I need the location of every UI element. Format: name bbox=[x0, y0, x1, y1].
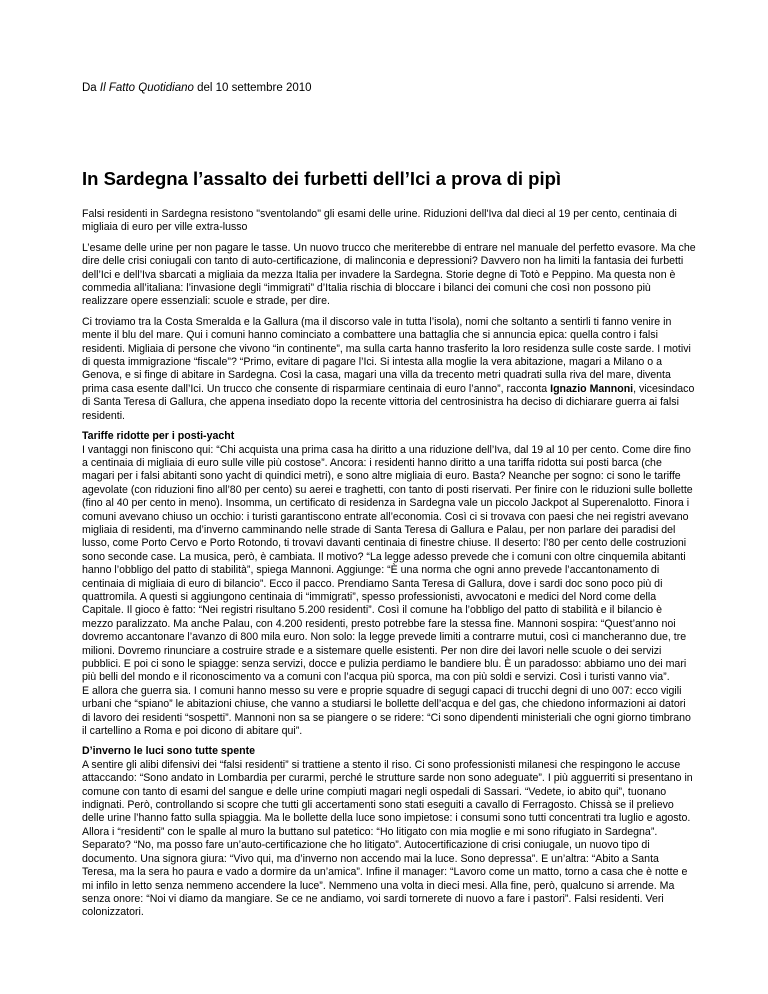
article-subheadline: Falsi residenti in Sardegna resistono "sventolando" gli esami delle urine. Riduzioni dell'Iva dal dieci al 19 per cento, centinaia di migliaia di euro per ville extra-lusso bbox=[82, 208, 677, 234]
paragraph-text: E allora che guerra sia. I comuni hanno messo su vere e proprie squadre di segugi capaci di trucchi degni di uno 007: ecco vigili urbani che “spiano” le abitazioni chiuse, che vanno a studiarsi le bollette dell’acqua e del gas, che chiedono informazioni ai datori di lavoro dei residenti “sospetti”. Mannoni non sa se piangere o se ridere: “Ci sono dipendenti ministeriali che ogni giorno timbrano il cartellino a Roma e poi dicono di abitare qui”. bbox=[82, 684, 691, 738]
paragraph-text: Ci troviamo tra la Costa Smeralda e la Gallura (ma il discorso vale in tutta l’isola), nomi che soltanto a sentirli ti fanno venire in mente il blu del mare. Qui i comuni hanno cominciato a combattere una battaglia che si annuncia epica: quella contro i falsi residenti. Migliaia di persone che vivono “in continente”, ma sulla carta hanno trasferito la loro residenza sulle coste sarde. I motivi di questa immigrazione “fiscale”? “Primo, evitare di pagare l’Ici. Si intesta alla moglie la vera abitazione, magari a Milano o a Genova, e si finge di abitare in Sardegna. Così la casa, magari una villa da trecento metri quadrati sulla riva del mare, diventa prima casa esente dall’Ici. Un trucco che consente di risparmiare centinaia di euro l’anno”, racconta bbox=[82, 315, 691, 395]
paragraph-text: A sentire gli alibi difensivi dei “falsi residenti” si trattiene a stento il riso. Ci sono professionisti milanesi che respingono le accuse attaccando: “Sono andato in Lombardia per curarmi, perché le strutture sarde non sono adeguate”. I più agguerriti si presentano in comune con tanto di esami del sangue e delle urine compiuti magari negli ospedali di Sassari. “Vedete, io abito qui”, tuonano indignati. Però, controllando si scopre che tutti gli accertamenti sono stati eseguiti a cavallo di Ferragosto. Chissà se il prelievo delle urine l’hanno fatto sulla spiaggia. Ma le bollette della luce sono impietose: i consumi sono tutti concentrati tra luglio e agosto. bbox=[82, 758, 693, 825]
person-name: Ignazio Mannoni bbox=[550, 382, 634, 395]
paragraph-mannoni bbox=[82, 316, 696, 423]
article-body bbox=[82, 208, 696, 927]
article-headline: In Sardegna l’assalto dei furbetti dell’Ici a prova di pipì bbox=[82, 168, 562, 189]
section-heading-yacht: Tariffe ridotte per i posti-yacht bbox=[82, 430, 235, 443]
publication-name: Il Fatto Quotidiano bbox=[99, 82, 194, 94]
paragraph-text: , vicesindaco di Santa Teresa di Gallura, che appena insediato dopo la recente vittoria del centrosinistra ha deciso di dichiarare guerra ai falsi residenti. bbox=[82, 382, 695, 422]
source-line bbox=[82, 81, 312, 95]
section-paragraph bbox=[82, 444, 696, 739]
paragraph-text: Allora i “residenti” con le spalle al muro la buttano sul patetico: “Ho litigato con mia moglie e mi sono rifugiato in Sardegna”. Separato? “No, ma posso fare un’auto-certificazione che ho litigato”. Autocertificazione di crisi coniugale, un nuovo tipo di documento. Una signora giura: “Vivo qui, ma d’inverno non accendo mai la luce. Sono depressa”. E un’altra: “Abito a Santa Teresa, ma la sera ho paura e vado a dormire da un’amica”. Infine il manager: “Lavoro come un matto, torno a casa che è notte e mi infilo in letto senza nemmeno accendere la luce”. Nemmeno una volta in dieci mesi. Alla fine, però, qualcuno si arrende. Ma senza onore: “Noi vi diamo da mangiare. Se ce ne andiamo, voi sardi tornerete di nuovo a fare i pastori”. Falsi residenti. Veri colonizzatori. bbox=[82, 825, 688, 919]
paragraph-text: I vantaggi non finiscono qui: “Chi acquista una prima casa ha diritto a una riduzione dell’Iva, dal 19 al 10 per cento. Come dire fino a centinaia di migliaia di euro sulle ville più costose”. Ancora: i residenti hanno diritto a una tariffa ridotta sui posti barca (che magari per i falsi abitanti sono yacht di quindici metri), e sono altre migliaia di euro. Basta? Neanche per sogno: ci sono le tariffe agevolate (con riduzioni fino all’80 per cento) su aerei e traghetti, con tanto di posti riservati. Per finire con le riduzioni sulle bollette (fino al 40 per cento in meno). Insomma, un certificato di residenza in Sardegna vale un piccolo Jackpot al Superenalotto. Finora i comuni avevano chiuso un occhio: i turisti garantiscono entrate all’economia. Così ci si trovava con paesi che nei registri avevano migliaia di residenti, ma d’inverno camminando nelle strade di Santa Teresa di Gallura e Palau, per non parlare dei paradisi del lusso, come Porto Cervo e Porto Rotondo, ti trovavi davanti centinaia di finestre chiuse. Il deserto: l’80 per cento delle costruzioni sono seconde case. La musica, però, è cambiata. Il motivo? “La legge adesso prevede che i comuni con oltre cinquemila abitanti hanno l’obbligo del patto di stabilità”, spiega Mannoni. Aggiunge: “È una norma che ogni anno prevede l’accantonamento di centinaia di migliaia di euro di bilancio”. Ecco il pacco. Prendiamo Santa Teresa di Gallura, dove i sardi doc sono poco più di quattromila. A questi si aggiungono centinaia di “immigrati”, spesso professionisti, avvocatoni e medici del Nord come della Capitale. Il gioco è fatto: “Nei registri risultano 5.200 residenti”. Così il comune ha l’obbligo del patto di stabilità e il bilancio è mezzo paralizzato. Ma anche Palau, con 4.200 residenti, presto potrebbe fare la stessa fine. Mannoni sospira: “Quest’anno noi dovremo accantonare l’avanzo di 800 mila euro. Non solo: la legge prevede limiti a contrarre mutui, così ci mancheranno due, tre milioni. Dovremo rinunciare a costruire strade e a sistemare quelle esistenti. Per non dire dei lavori nelle scuole o dei servizi pubblici. E poi ci sono le spiagge: senza servizi, docce e pulizia perdiamo le bandiere blu. È un paradosso: abbiamo uno dei mari più belli del mondo e il riconoscimento va a comuni con l’acqua più sporca, ma con più soldi e servizi. Così i turisti vanno via”. bbox=[82, 443, 693, 684]
source-prefix: Da bbox=[82, 82, 100, 94]
intro-paragraph: L’esame delle urine per non pagare le tasse. Un nuovo trucco che meriterebbe di entrare nel manuale del perfetto evasore. Ma che dire delle crisi coniugali con tanto di auto-certificazione, di malinconia e depressioni? Davvero non ha limiti la fantasia dei furbetti dell’Ici e dell’Iva sbarcati a migliaia da mezza Italia per invadere la Sardegna. Storie degne di Totò e Peppino. Ma questa non è commedia all’italiana: l’invasione degli “immigrati” d’Italia rischia di bloccare i bilanci dei comuni che così non possono più realizzare opere essenziali: scuole e strade, per dire. bbox=[82, 241, 696, 308]
source-date: del 10 settembre 2010 bbox=[193, 82, 312, 94]
section-paragraph bbox=[82, 759, 696, 920]
section-heading-winter: D’inverno le luci sono tutte spente bbox=[82, 745, 256, 758]
